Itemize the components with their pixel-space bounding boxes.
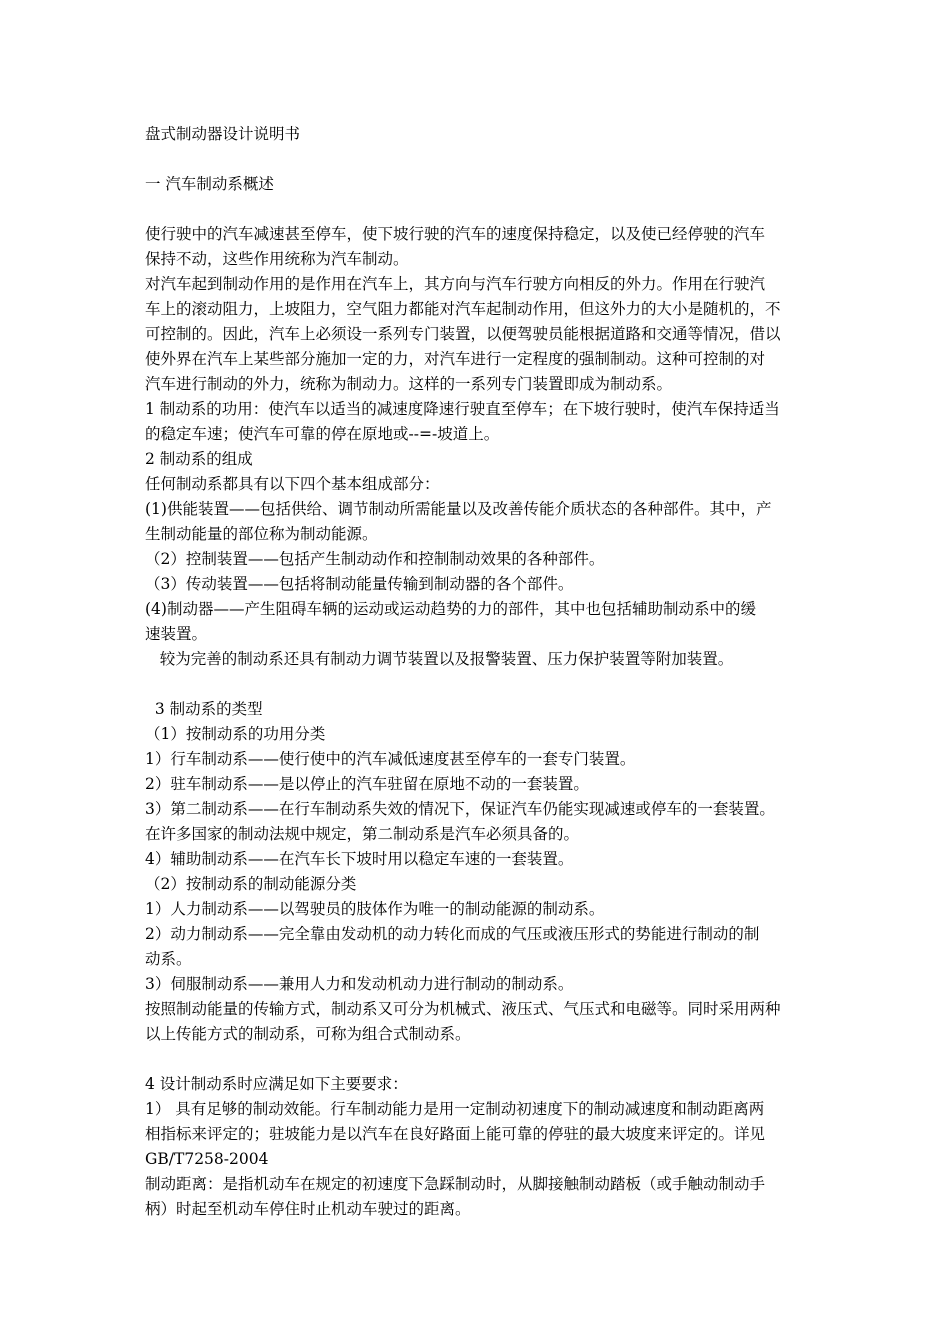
paragraph-block-requirements [145,1072,810,1222]
text-line: （2）控制装置——包括产生制动动作和控制制动效果的各种部件。 [145,550,605,568]
text-line: 保持不动，这些作用统称为汽车制动。 [145,250,409,268]
text-line: (1)供能装置——包括供给、调节制动所需能量以及改善传能介质状态的各种部件。其中，产 [145,500,772,518]
text-line: 以上传能方式的制动系，可称为组合式制动系。 [145,1025,471,1043]
text-line: (4)制动器——产生阻碍车辆的运动或运动趋势的力的部件，其中也包括辅助制动系中的缓 [145,600,756,618]
text-line: 的稳定车速；使汽车可靠的停在原地或--=-坡道上。 [145,425,500,443]
text-line: 速装置。 [145,625,208,643]
text-line: 相指标来评定的；驻坡能力是以汽车在良好路面上能可靠的停驻的最大坡度来评定的。详见 [145,1125,766,1143]
paragraph-block-overview [145,222,810,672]
text-line: 使行驶中的汽车减速甚至停车，使下坡行驶的汽车的速度保持稳定，以及使已经停驶的汽车 [145,225,766,243]
text-line: 车上的滚动阻力，上坡阻力，空气阻力都能对汽车起制动作用，但这外力的大小是随机的，不 [145,300,781,318]
text-line: 动系。 [145,950,192,968]
spacer [145,147,810,172]
text-line: 2）驻车制动系——是以停止的汽车驻留在原地不动的一套装置。 [145,775,589,793]
text-line: 使外界在汽车上某些部分施加一定的力，对汽车进行一定程度的强制制动。这种可控制的对 [145,350,766,368]
text-line: 任何制动系都具有以下四个基本组成部分： [145,475,440,493]
text-line: GB/T7258-2004 [145,1150,269,1168]
spacer [145,197,810,222]
text-line: 1 制动系的功用：使汽车以适当的减速度降速行驶直至停车；在下坡行驶时，使汽车保持适当 [145,400,780,418]
text-line: 3）伺服制动系——兼用人力和发动机动力进行制动的制动系。 [145,975,574,993]
text-line: （2）按制动系的制动能源分类 [145,875,357,893]
text-line: 4 设计制动系时应满足如下主要要求： [145,1075,408,1093]
text-line: 1） 具有足够的制动效能。行车制动能力是用一定制动初速度下的制动减速度和制动距离两 [145,1100,765,1118]
spacer [145,672,810,697]
spacer [145,1047,810,1072]
section-heading: 一 汽车制动系概述 [145,175,274,193]
text-line: 柄）时起至机动车停住时止机动车驶过的距离。 [145,1200,471,1218]
text-line: 1）行车制动系——使行使中的汽车减低速度甚至停车的一套专门装置。 [145,750,636,768]
document-body [145,122,810,1222]
text-line: 生制动能量的部位称为制动能源。 [145,525,378,543]
text-line: 对汽车起到制动作用的是作用在汽车上，其方向与汽车行驶方向相反的外力。作用在行驶汽 [145,275,766,293]
text-line: 在许多国家的制动法规中规定，第二制动系是汽车必须具备的。 [145,825,580,843]
paragraph-block-types [145,697,810,1047]
text-line: （1）按制动系的功用分类 [145,725,326,743]
text-line: 较为完善的制动系还具有制动力调节装置以及报警装置、压力保护装置等附加装置。 [145,650,734,668]
text-line: （3）传动装置——包括将制动能量传输到制动器的各个部件。 [145,575,574,593]
text-line: 4）辅助制动系——在汽车长下坡时用以稳定车速的一套装置。 [145,850,574,868]
text-line: 可控制的。因此，汽车上必须设一系列专门装置，以便驾驶员能根据道路和交通等情况，借以 [145,325,781,343]
text-line: 3）第二制动系——在行车制动系失效的情况下，保证汽车仍能实现减速或停车的一套装置。 [145,800,775,818]
text-line: 汽车进行制动的外力，统称为制动力。这样的一系列专门装置即成为制动系。 [145,375,673,393]
text-line: 按照制动能量的传输方式，制动系又可分为机械式、液压式、气压式和电磁等。同时采用两种 [145,1000,781,1018]
document-title: 盘式制动器设计说明书 [145,125,301,143]
text-line: 制动距离：是指机动车在规定的初速度下急踩制动时，从脚接触制动踏板（或手触动制动手 [145,1175,766,1193]
text-line: 1）人力制动系——以驾驶员的肢体作为唯一的制动能源的制动系。 [145,900,605,918]
text-line: 2）动力制动系——完全靠由发动机的动力转化而成的气压或液压形式的势能进行制动的制 [145,925,760,943]
text-line: 2 制动系的组成 [145,450,253,468]
text-line: 3 制动系的类型 [145,700,263,718]
